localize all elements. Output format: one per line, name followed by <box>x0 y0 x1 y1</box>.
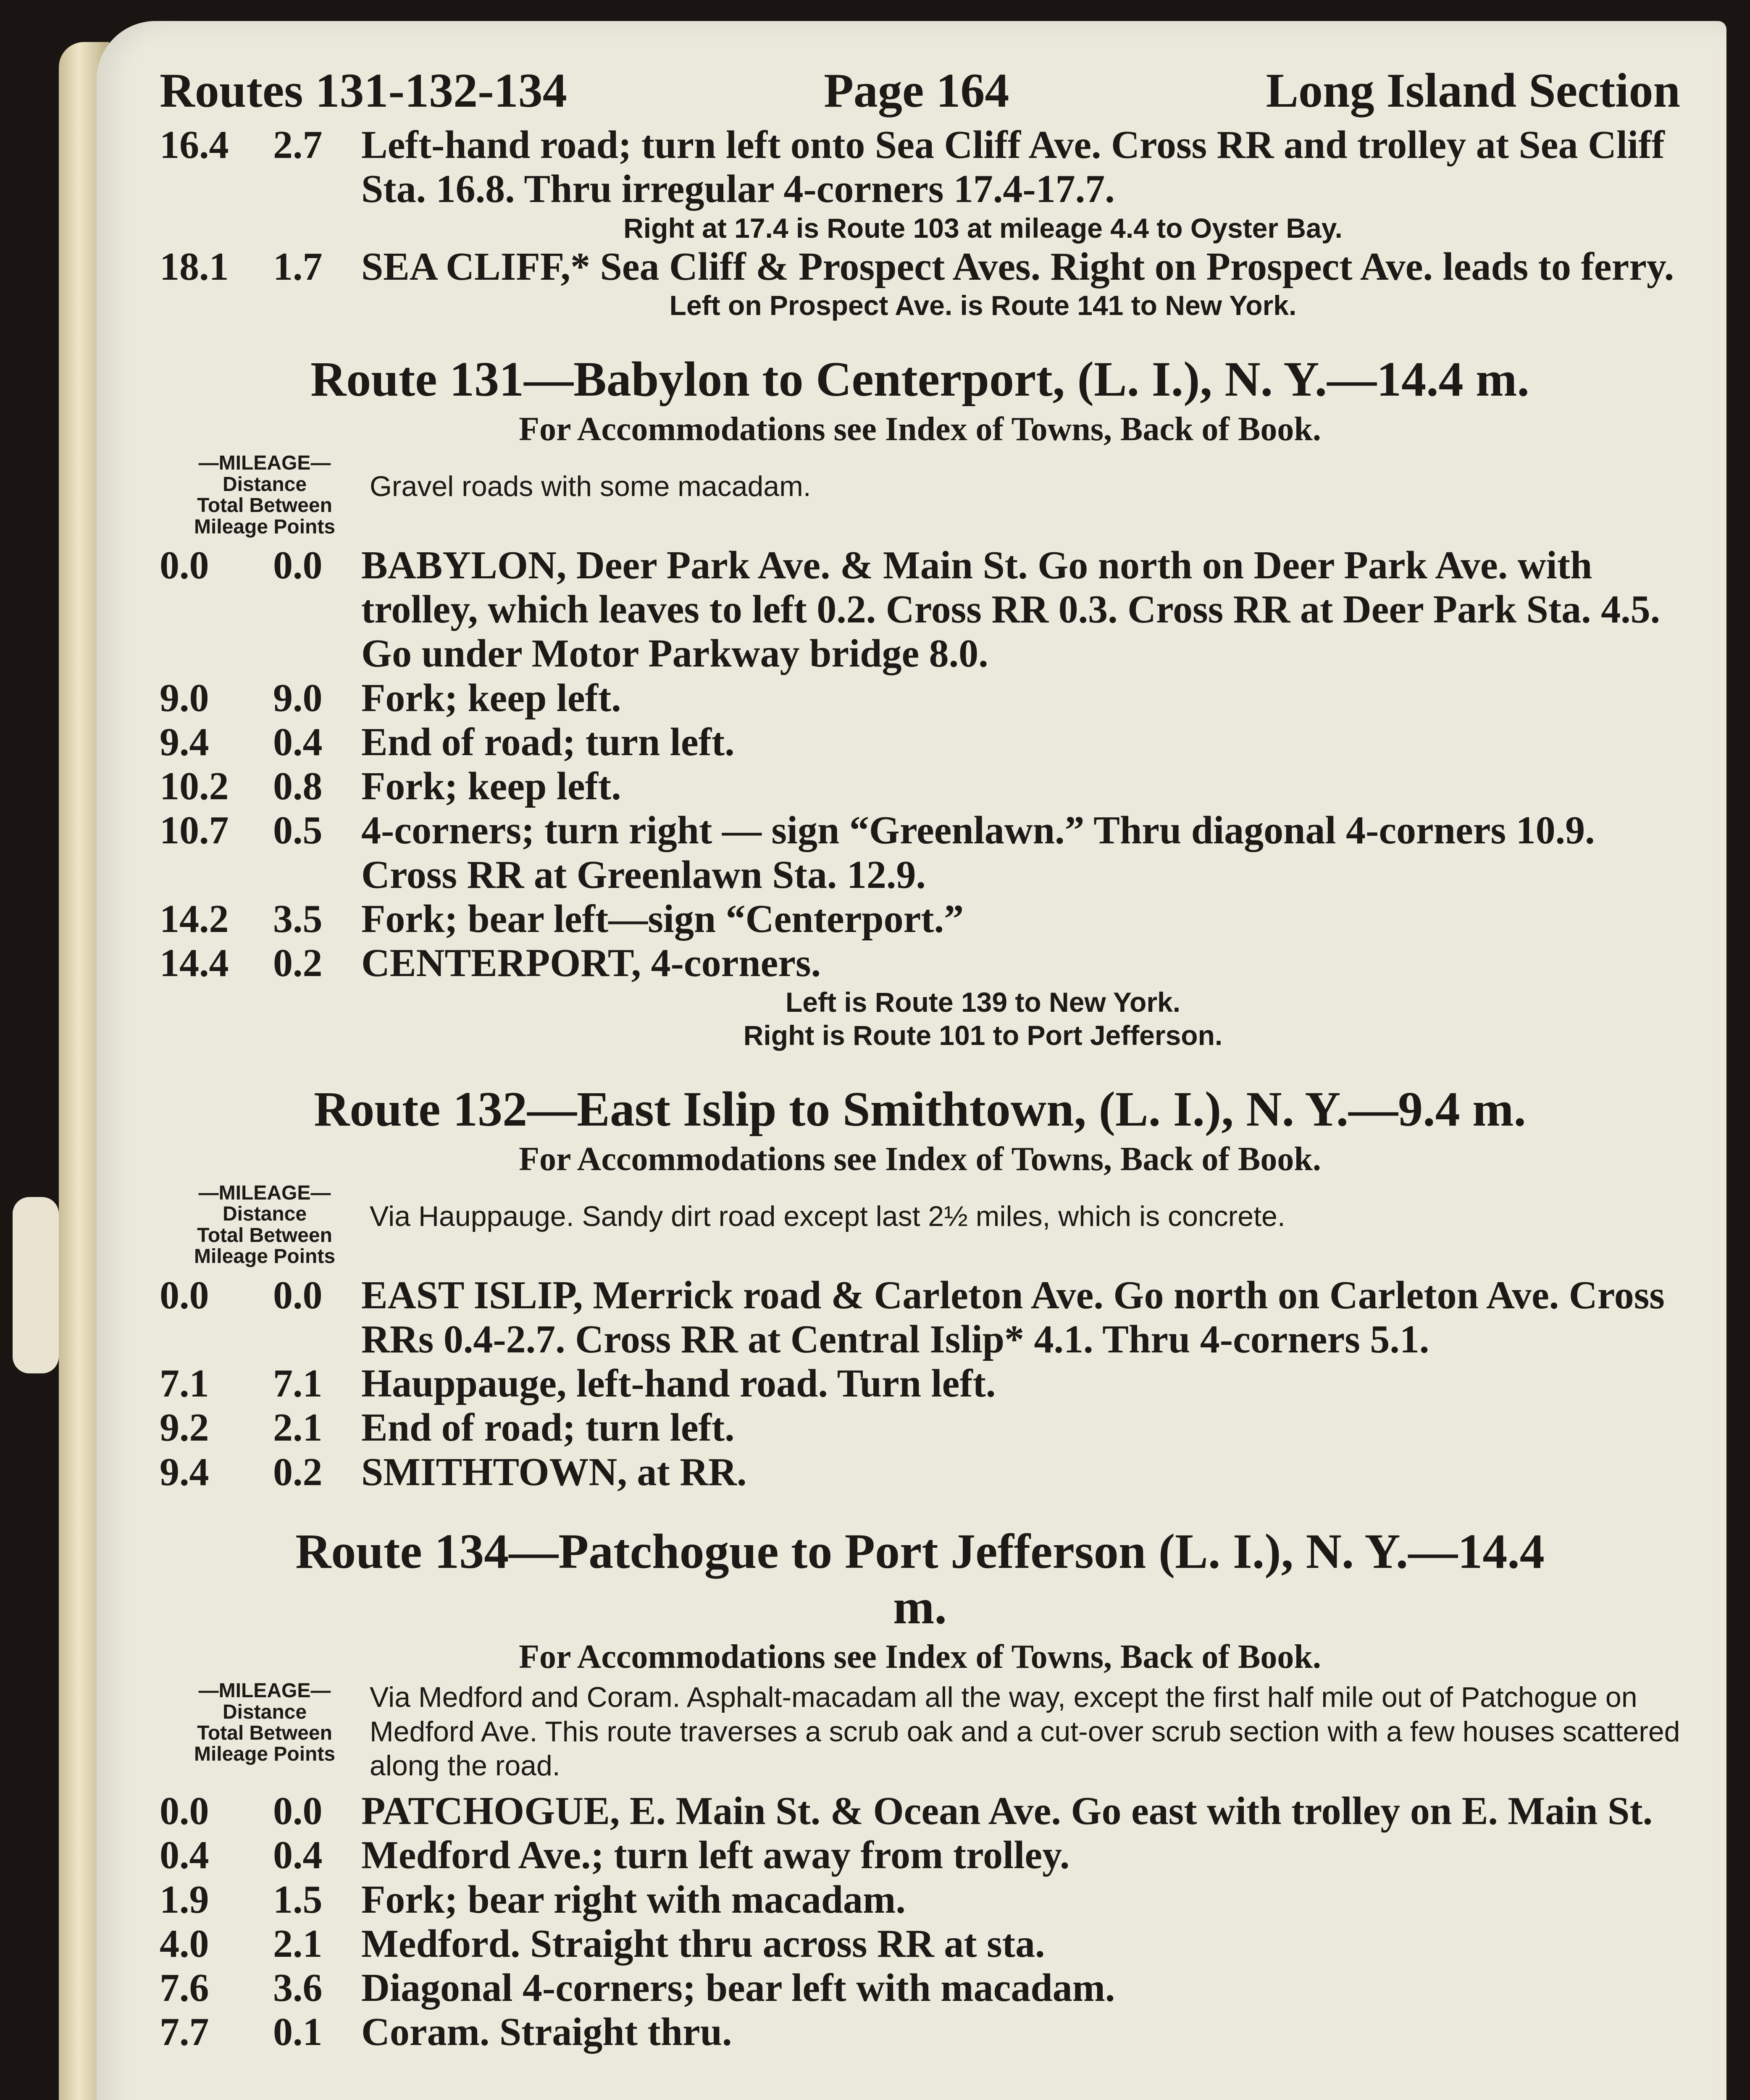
route-row: 7.6 3.6 Diagonal 4-corners; bear left with macadam. <box>160 1966 1115 2010</box>
road-description: Via Hauppauge. Sandy dirt road except last 2½ miles, which is concrete. <box>370 1200 1285 1233</box>
route-row: 14.2 3.5 Fork; bear left—sign “Centerport.” <box>160 897 964 941</box>
page-content <box>160 63 1680 2100</box>
route-note: Left is Route 139 to New York. <box>785 986 1181 1018</box>
route-row <box>160 245 1680 289</box>
route-row: 9.2 2.1 End of road; turn left. <box>160 1406 735 1450</box>
mileage-column-header: —MILEAGE— Distance Total Between Mileage Points <box>194 1182 336 1268</box>
route-row <box>160 123 1680 212</box>
route-row: 10.2 0.8 Fork; keep left. <box>160 764 621 808</box>
binding-tab <box>13 1197 59 1373</box>
route-row: 0.0 0.0 EAST ISLIP, Merrick road & Carleton Ave. Go north on Carleton Ave. Cross RRs 0.4-2.7. Cross RR at Central Islip* 4.1. Thru 4-corners 5.1. <box>160 1273 1665 1361</box>
total-mileage: 16.4 <box>160 123 229 167</box>
route-row: 0.0 0.0 BABYLON, Deer Park Ave. & Main St. Go north on Deer Park Ave. with trolley, which leaves to left 0.2. Cross RR 0.3. Cross RR at Deer Park Sta. 4.5. Go under Motor Parkway bridge 8.0. <box>160 543 1661 676</box>
accommodations-note: For Accommodations see Index of Towns, Back of Book. <box>519 1638 1321 1676</box>
route-title: Route 132—East Islip to Smithtown, (L. I.), N. Y.—9.4 m. <box>314 1081 1526 1137</box>
header-section: Long Island Section <box>1266 64 1680 118</box>
distance: 2.7 <box>273 123 323 167</box>
accommodations-note: For Accommodations see Index of Towns, Back of Book. <box>519 1141 1321 1178</box>
mileage-block <box>160 1183 1680 1268</box>
route-note: Left on Prospect Ave. is Route 141 to New York. <box>669 289 1297 321</box>
mileage-column-header: —MILEAGE— Distance Total Between Mileage Points <box>194 452 336 538</box>
route-row: 4.0 2.1 Medford. Straight thru across RR at sta. <box>160 1922 1045 1966</box>
accommodations-note: For Accommodations see Index of Towns, Back of Book. <box>519 411 1321 448</box>
route-note: Right at 17.4 is Route 103 at mileage 4.4 to Oyster Bay. <box>623 212 1343 244</box>
mileage-column-header: —MILEAGE— Distance Total Between Mileage Points <box>194 1680 336 1766</box>
route-title: Route 134—Patchogue to Port Jefferson (L. I.), N. Y.—14.4 m. <box>295 1523 1545 1635</box>
route-row: 0.4 0.4 Medford Ave.; turn left away from trolley. <box>160 1833 1070 1877</box>
road-description: Gravel roads with some macadam. <box>370 470 811 503</box>
route-note: Right is Route 101 to Port Jefferson. <box>743 1019 1223 1051</box>
distance: 1.7 <box>273 244 323 289</box>
route-title: Route 131—Babylon to Centerport, (L. I.), N. Y.—14.4 m. <box>310 352 1529 407</box>
route-row: 9.4 0.2 SMITHTOWN, at RR. <box>160 1450 747 1494</box>
route-row: 7.1 7.1 Hauppauge, left-hand road. Turn left. <box>160 1362 996 1406</box>
route-row: 1.9 1.5 Fork; bear right with macadam. <box>160 1877 906 1922</box>
route-row: 9.0 9.0 Fork; keep left. <box>160 676 621 720</box>
header-page-number: Page 164 <box>824 64 1009 118</box>
header-routes: Routes 131-132-134 <box>160 64 567 118</box>
route-row: 14.4 0.2 CENTERPORT, 4-corners. <box>160 941 821 985</box>
route-row: 10.7 0.5 4-corners; turn right — sign “Greenlawn.” Thru diagonal 4-corners 10.9. Cross RR at Greenlawn Sta. 12.9. <box>160 808 1595 897</box>
road-description: Via Medford and Coram. Asphalt-macadam all the way, except the first half mile out of Patchogue on Medford Ave. This route traverses a scrub oak and a cut-over scrub section with a few houses scattered along the road. <box>370 1681 1680 1782</box>
directions: SEA CLIFF,* Sea Cliff & Prospect Aves. Right on Prospect Ave. leads to ferry. <box>361 244 1674 289</box>
route-row: 0.0 0.0 PATCHOGUE, E. Main St. & Ocean Ave. Go east with trolley on E. Main St. <box>160 1789 1653 1833</box>
page-header <box>160 63 1680 119</box>
route-row: 7.7 0.1 Coram. Straight thru. <box>160 2010 732 2054</box>
mileage-block <box>160 1680 1680 1783</box>
directions: Left-hand road; turn left onto Sea Cliff Ave. Cross RR and trolley at Sea Cliff Sta. 16.8. Thru irregular 4-corners 17.4-17.7. <box>361 123 1665 211</box>
route-row: 9.4 0.4 End of road; turn left. <box>160 720 735 764</box>
mileage-block <box>160 453 1680 538</box>
total-mileage: 18.1 <box>160 244 229 289</box>
